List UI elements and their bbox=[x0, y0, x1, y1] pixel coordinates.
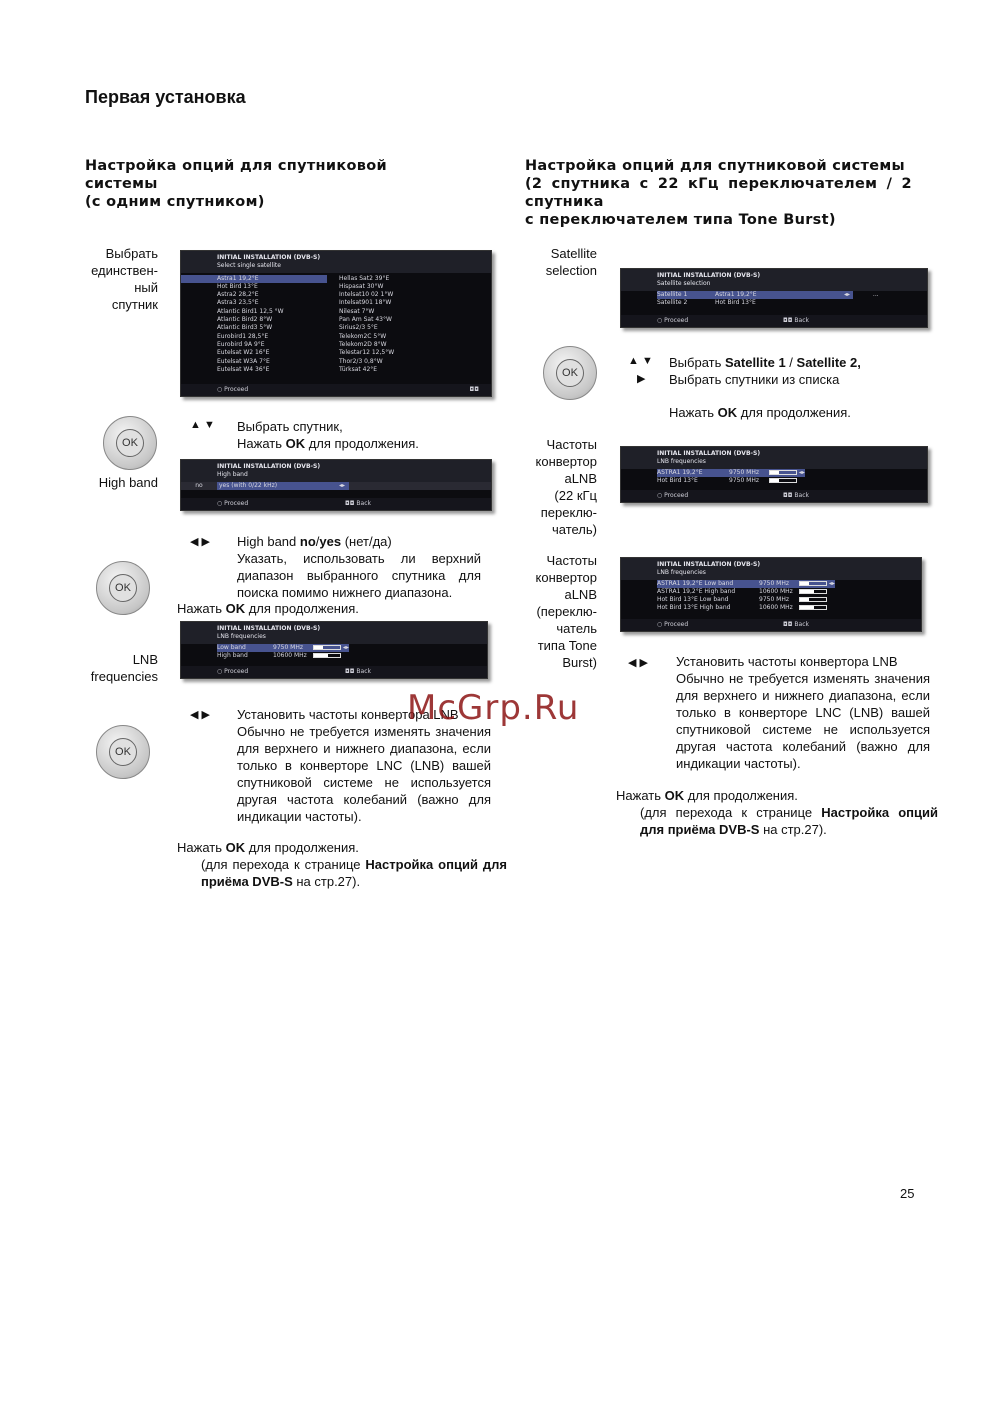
heading-line: спутника bbox=[525, 194, 604, 210]
heading-line: (с одним спутником) bbox=[85, 194, 265, 210]
lnb-rows bbox=[181, 644, 487, 661]
lnb-rows bbox=[621, 580, 921, 613]
satellite-column-2 bbox=[339, 275, 479, 375]
screen-footer: ○ Proceed ◘◘ Back bbox=[621, 490, 927, 502]
left-right-arrows-icon: ◀ ▶ bbox=[190, 709, 210, 721]
satellite-item[interactable]: Astra3 23,5°E bbox=[217, 299, 259, 307]
instruction-line: Установить частоты конвертора LNB bbox=[237, 707, 459, 722]
ok-label: OK bbox=[109, 738, 137, 766]
label-line: Частоты bbox=[546, 553, 597, 568]
satellite-column-1 bbox=[181, 275, 339, 375]
press-ok-line: Нажать OK для продолжения. bbox=[177, 601, 359, 616]
satellite-2-row[interactable] bbox=[621, 299, 927, 307]
frequency-bar bbox=[769, 478, 797, 483]
frequency-bar bbox=[313, 653, 341, 658]
step-select-satellites bbox=[669, 354, 929, 421]
label-high-band: High band bbox=[98, 475, 158, 490]
tv-screen-select-single-satellite bbox=[180, 250, 492, 397]
screen-footer: ○ Proceed ◘◘ Back bbox=[181, 666, 487, 678]
satellite-item[interactable]: Thor2/3 0,8°W bbox=[339, 357, 383, 365]
screen-title: INITIAL INSTALLATION (DVB-S) bbox=[217, 254, 321, 261]
satellite-item[interactable]: Eutelsat W4 36°E bbox=[217, 365, 270, 373]
row-value: Hot Bird 13°E bbox=[715, 298, 756, 306]
satellite-item[interactable]: Hispasat 30°W bbox=[339, 282, 384, 290]
label-line: frequencies bbox=[90, 669, 158, 684]
screen-footer: ○ Proceed ◘◘ Back bbox=[621, 315, 927, 327]
satellite-list bbox=[181, 273, 491, 375]
back-hint: ◘◘ Back bbox=[783, 620, 809, 628]
lnb-row[interactable] bbox=[621, 588, 921, 596]
screen-subtitle: LNB frequencies bbox=[657, 458, 706, 466]
label-line: ный bbox=[134, 280, 158, 295]
proceed-hint: Proceed bbox=[664, 620, 689, 628]
satellite-item[interactable]: Intelsat901 18°W bbox=[339, 299, 392, 307]
row-value: Astra1 19,2°E bbox=[715, 290, 757, 298]
lnb-name: ASTRA1 19,2°E bbox=[657, 468, 703, 476]
step-select-satellite bbox=[237, 418, 497, 452]
reference-note: (для перехода к странице Настройка опций для приёма DVB-S на стр.27). bbox=[640, 805, 938, 837]
label-line: единствен- bbox=[91, 263, 158, 278]
press-ok-line: Нажать OK для продолжения. bbox=[669, 405, 851, 420]
instruction-body: Обычно не требуется изменять значения для верхнего и нижнего диапазона, если только в конверторе LNC (LNB) вашей спутниковой системе не используется другая частота колебаний (важно для индикации частоты). bbox=[676, 671, 930, 771]
lnb-name: High band bbox=[217, 651, 248, 659]
label-line: типа Tone bbox=[537, 638, 597, 653]
row-name: Satellite 1 bbox=[657, 290, 688, 298]
screen-header bbox=[181, 251, 491, 273]
page-number: 25 bbox=[900, 1186, 915, 1201]
label-line: чатель bbox=[556, 621, 597, 636]
screen-title: INITIAL INSTALLATION (DVB-S) bbox=[657, 561, 761, 568]
instruction-body: Указать, использовать ли верхний диапазон выбранного спутника для поиска помимо нижнего диапазона. bbox=[237, 551, 481, 600]
lnb-rows bbox=[621, 469, 927, 486]
screen-subtitle: High band bbox=[217, 471, 248, 479]
satellite-1-row[interactable]: Satellite 1 Astra1 19,2°E ◂▸ ... bbox=[657, 290, 879, 298]
label-line: Burst) bbox=[562, 655, 597, 670]
satellite-item[interactable]: Eurobird 9A 9°E bbox=[217, 340, 265, 348]
up-down-arrows-icon: ▲ ▼ bbox=[190, 419, 215, 431]
ok-label: OK bbox=[109, 574, 137, 602]
label-line: чатель) bbox=[551, 522, 597, 537]
satellite-item[interactable]: Telekom2C 5°W bbox=[339, 332, 387, 340]
lnb-frequency: 9750 MHz bbox=[759, 596, 790, 604]
label-line: aLNB bbox=[564, 587, 597, 602]
right-arrow-icon: ▶ bbox=[637, 373, 646, 385]
lnb-frequency: 9750 MHz bbox=[759, 579, 790, 587]
back-key-icon: ◘◘ bbox=[469, 385, 479, 393]
lnb-frequency: 10600 MHz bbox=[273, 651, 307, 659]
screen-subtitle: LNB frequencies bbox=[217, 633, 266, 641]
label-line: спутник bbox=[111, 297, 158, 312]
frequency-bar bbox=[799, 581, 827, 586]
lnb-name: Hot Bird 13°E Low band bbox=[657, 596, 729, 604]
screen-subtitle: Satellite selection bbox=[657, 280, 711, 288]
satellite-item[interactable]: Atlantic Bird1 12,5 °W bbox=[217, 307, 284, 315]
tv-screen-lnb-frequencies bbox=[180, 621, 488, 679]
proceed-hint: Proceed bbox=[224, 667, 249, 675]
back-hint: ◘◘ Back bbox=[345, 667, 371, 675]
left-right-arrows-icon: ◀ ▶ bbox=[628, 657, 648, 669]
press-ok-line: Нажать OK для продолжения. bbox=[177, 840, 359, 855]
satellite-item[interactable]: Intelsat10 02 1°W bbox=[339, 291, 394, 299]
label-lnb-frequencies bbox=[60, 651, 158, 685]
step-lnb-frequencies-right bbox=[676, 653, 930, 772]
instruction-line: Установить частоты конвертора LNB bbox=[676, 654, 898, 669]
label-line: LNB bbox=[132, 652, 158, 667]
heading-line: Настройка опций для спутниковой системы bbox=[525, 158, 905, 174]
heading-line: с переключателем типа Tone Burst) bbox=[525, 212, 836, 228]
satellite-item[interactable]: Astra1 19,2°E bbox=[181, 275, 327, 283]
tv-screen-high-band bbox=[180, 459, 492, 511]
label-line: (переклю- bbox=[536, 604, 597, 619]
satellite-item[interactable]: Hot Bird 13°E bbox=[217, 282, 258, 290]
tv-screen-lnb-tone-burst bbox=[620, 557, 922, 632]
satellite-item[interactable]: Eutelsat W2 16°E bbox=[217, 349, 270, 357]
heading-line: Настройка опций для спутниковой bbox=[85, 158, 387, 174]
satellite-item[interactable]: Türksat 42°E bbox=[339, 365, 378, 373]
frequency-bar bbox=[769, 470, 797, 475]
frequency-bar bbox=[799, 597, 827, 602]
ok-button-icon bbox=[103, 416, 157, 470]
lnb-frequency: 9750 MHz bbox=[729, 476, 760, 484]
screen-header bbox=[621, 447, 927, 469]
label-line: (22 кГц bbox=[554, 488, 597, 503]
lnb-name: Hot Bird 13°E High band bbox=[657, 604, 731, 612]
label-line: переклю- bbox=[540, 505, 597, 520]
right-section-heading bbox=[525, 157, 925, 229]
step-high-band bbox=[237, 533, 481, 601]
row-name: Satellite 2 bbox=[657, 298, 688, 306]
proceed-hint: Proceed bbox=[664, 316, 689, 324]
instruction-line: Выбрать спутник, bbox=[237, 419, 343, 434]
lnb-row[interactable] bbox=[181, 644, 487, 652]
label-select-single-satellite bbox=[60, 245, 158, 313]
label-line: Выбрать bbox=[105, 246, 158, 261]
label-lnb-frequencies-tone-burst bbox=[500, 552, 597, 671]
left-right-arrows-icon: ◀ ▶ bbox=[190, 536, 210, 548]
heading-line: системы bbox=[85, 176, 158, 192]
label-satellite-selection bbox=[500, 245, 597, 279]
label-line: selection bbox=[545, 263, 597, 278]
tv-screen-satellite-selection bbox=[620, 268, 928, 328]
left-section-heading bbox=[85, 157, 425, 211]
frequency-bar bbox=[313, 645, 341, 650]
adjust-arrows-icon: ◂▸ bbox=[341, 643, 349, 651]
screen-title: INITIAL INSTALLATION (DVB-S) bbox=[217, 625, 321, 632]
option-yes-selected[interactable]: yes (with 0/22 kHz) ◂▸ bbox=[217, 482, 349, 490]
reference-note: (для перехода к странице Настройка опций для приёма DVB-S на стр.27). bbox=[201, 857, 507, 889]
ok-label: OK bbox=[116, 429, 144, 457]
adjust-arrows-icon: ◂▸ bbox=[827, 579, 835, 587]
lnb-row[interactable] bbox=[181, 652, 487, 660]
proceed-hint: Proceed bbox=[224, 385, 249, 393]
satellite-item[interactable]: Eutelsat W3A 7°E bbox=[217, 357, 270, 365]
label-line: конвертор bbox=[535, 570, 597, 585]
satellite-item[interactable]: Astra2 28,2°E bbox=[217, 291, 259, 299]
screen-title: INITIAL INSTALLATION (DVB-S) bbox=[217, 463, 321, 470]
label-line: Satellite bbox=[550, 246, 597, 261]
ok-button-icon bbox=[96, 725, 150, 779]
label-line: Частоты bbox=[546, 437, 597, 452]
back-hint: ◘◘ Back bbox=[783, 491, 809, 499]
screen-header bbox=[621, 269, 927, 291]
screen-footer: ○ Proceed ◘◘ Back bbox=[181, 498, 491, 510]
label-line: aLNB bbox=[564, 471, 597, 486]
high-band-row[interactable] bbox=[181, 482, 491, 490]
screen-subtitle: Select single satellite bbox=[217, 262, 281, 270]
screen-header bbox=[621, 558, 921, 580]
satellite-item[interactable]: Telekom2D 8°W bbox=[339, 340, 387, 348]
screen-subtitle: LNB frequencies bbox=[657, 569, 706, 577]
satellite-item[interactable]: Sirius2/3 5°E bbox=[339, 324, 378, 332]
frequency-bar bbox=[799, 589, 827, 594]
screen-title: INITIAL INSTALLATION (DVB-S) bbox=[657, 272, 761, 279]
lnb-name: Low band bbox=[217, 643, 246, 651]
screen-header bbox=[181, 460, 491, 482]
satellite-item[interactable]: Eurobird1 28,5°E bbox=[217, 332, 269, 340]
watermark: McGrp.Ru bbox=[407, 688, 580, 728]
satellite-item[interactable]: Atlantic Bird2 8°W bbox=[217, 316, 273, 324]
lnb-name: ASTRA1 19,2°E Low band bbox=[657, 579, 734, 587]
ok-button-icon bbox=[543, 346, 597, 400]
instruction-line: High band no/yes (нет/да) bbox=[237, 534, 392, 549]
screen-title: INITIAL INSTALLATION (DVB-S) bbox=[657, 450, 761, 457]
ok-button-icon bbox=[96, 561, 150, 615]
proceed-hint: Proceed bbox=[224, 499, 249, 507]
more-dots: ... bbox=[872, 290, 879, 298]
lnb-row[interactable] bbox=[621, 604, 921, 612]
page-title: Первая установка bbox=[85, 87, 246, 107]
label-lnb-frequencies-22khz bbox=[500, 436, 597, 538]
instruction-line: Выбрать Satellite 1 / Satellite 2, bbox=[669, 355, 861, 370]
satellite-item[interactable]: Pan Am Sat 43°W bbox=[339, 316, 392, 324]
lnb-row[interactable] bbox=[621, 477, 927, 485]
back-hint: ◘◘ Back bbox=[783, 316, 809, 324]
lnb-row[interactable] bbox=[621, 596, 921, 604]
frequency-bar bbox=[799, 605, 827, 610]
lnb-row[interactable] bbox=[621, 580, 921, 588]
satellite-item[interactable]: Hellas Sat2 39°E bbox=[339, 274, 390, 282]
lnb-frequency: 10600 MHz bbox=[759, 587, 793, 595]
proceed-hint: Proceed bbox=[664, 491, 689, 499]
lnb-frequency: 9750 MHz bbox=[729, 468, 760, 476]
instruction-line: Выбрать спутники из списка bbox=[669, 372, 840, 387]
label-line: конвертор bbox=[535, 454, 597, 469]
heading-line: (2 спутника с 22 кГц переключателем / 2 bbox=[525, 176, 912, 192]
screen-footer: ○ Proceed ◘◘ Back bbox=[621, 619, 921, 631]
satellite-item[interactable]: Atlantic Bird3 5°W bbox=[217, 324, 273, 332]
lnb-frequency: 9750 MHz bbox=[273, 643, 304, 651]
tv-screen-lnb-22khz bbox=[620, 446, 928, 503]
back-hint: ◘◘ Back bbox=[345, 499, 371, 507]
lnb-row[interactable] bbox=[621, 469, 927, 477]
lnb-name: ASTRA1 19,2°E High band bbox=[657, 587, 736, 595]
satellite-item[interactable]: Telestar12 12,5°W bbox=[339, 349, 395, 357]
press-ok-line: Нажать OK для продолжения. bbox=[616, 788, 798, 803]
lnb-frequency: 10600 MHz bbox=[759, 604, 793, 612]
screen-footer: ○ Proceed ◘◘ bbox=[181, 384, 491, 396]
satellite-item[interactable]: Nilesat 7°W bbox=[339, 307, 375, 315]
instruction-line: Нажать OK для продолжения. bbox=[237, 436, 419, 451]
adjust-arrows-icon: ◂▸ bbox=[797, 468, 805, 476]
lnb-name: Hot Bird 13°E bbox=[657, 476, 698, 484]
instruction-body: Обычно не требуется изменять значения для верхнего и нижнего диапазона, если только в конверторе LNC (LNB) вашей спутниковой системе не используется другая частота колебаний (важно для индикации частоты). bbox=[237, 724, 491, 824]
option-no: no bbox=[195, 481, 203, 489]
screen-header bbox=[181, 622, 487, 644]
up-down-arrows-icon: ▲ ▼ bbox=[628, 355, 653, 367]
ok-label: OK bbox=[556, 359, 584, 387]
